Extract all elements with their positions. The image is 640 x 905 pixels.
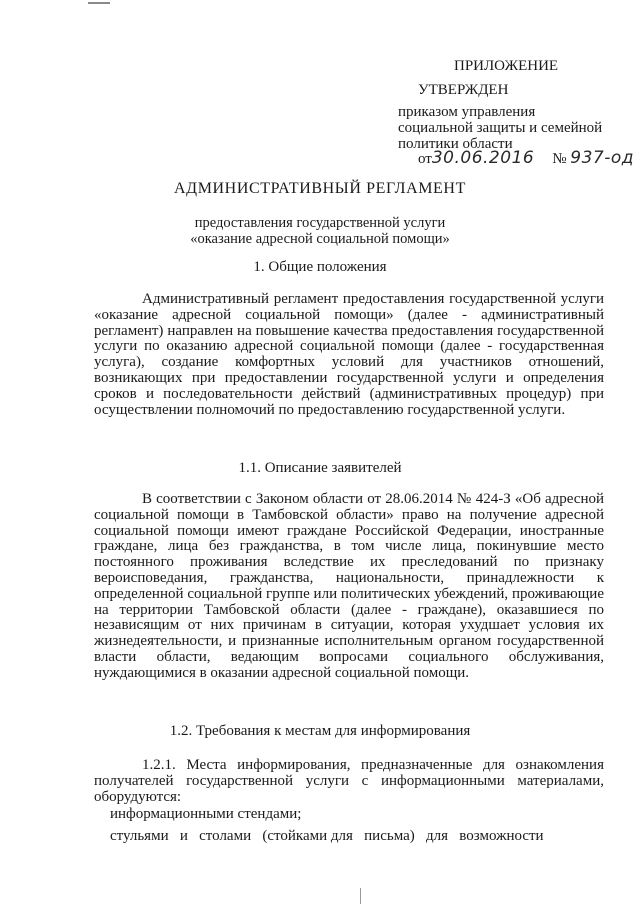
number-label: № [552, 151, 567, 167]
paragraph-text: 1.2.1. Места информирования, предназначенные для ознакомления получателей государственной услуги с информационными материалами, оборудуются: [94, 757, 604, 805]
section-heading-applicants: 1.1. Описание заявителей [238, 460, 402, 476]
paragraph-general [94, 292, 604, 418]
list-item: стульями и столами (стойками для письма) для возможности [110, 828, 544, 844]
order-issuer [398, 104, 630, 152]
order-line: социальной защиты и семейной [398, 120, 603, 136]
handwritten-date: 30.06.2016 [431, 148, 535, 168]
paragraph-info-places [94, 758, 604, 805]
paragraph-text: Административный регламент предоставления государственной услуги «оказание адресной социальной помощи» (далее - административный регламент) направлен на повышение качества предоставления государственной услуги по оказанию адресной социальной помощи (далее - государственная услуга), создание комфортных условий для участников отношений, возникающих при предоставлении государственной услуги и определения сроков и последовательности действий (административных процедур) при осуществлении полномочий по предоставлению государственной услуги. [94, 291, 604, 418]
order-line: политики области [398, 136, 513, 152]
document-subtitle [0, 215, 640, 247]
scan-artifact [88, 2, 110, 4]
list-item: информационными стендами; [110, 806, 302, 822]
section-heading-info-places: 1.2. Требования к местам для информирования [169, 723, 471, 739]
handwritten-number: 937-од [570, 148, 635, 168]
subtitle-line: «оказание адресной социальной помощи» [190, 231, 450, 247]
appendix-label: ПРИЛОЖЕНИЕ [454, 58, 559, 74]
subtitle-line: предоставления государственной услуги [194, 215, 446, 231]
approved-label: УТВЕРЖДЕН [418, 82, 509, 98]
date-prefix: от [418, 151, 432, 167]
section-heading-general: 1. Общие положения [253, 259, 387, 275]
paragraph-applicants [94, 492, 604, 682]
order-date-number [418, 150, 634, 167]
document-title: АДМИНИСТРАТИВНЫЙ РЕГЛАМЕНТ [174, 180, 466, 197]
order-line: приказом управления [398, 104, 536, 120]
paragraph-text: В соответствии с Законом области от 28.06.2014 № 424-З «Об адресной социальной помощи в Тамбовской области» право на получение адресной социальной помощи имеют граждане Российской Федерации, иностранные граждане, лица без гражданства, в том числе лица, покинувшие место постоянного проживания вследствие их преследований по признаку вероисповедания, гражданства, национальности, принадлежности к определенной социальной группе или политических убеждений, проживающие на территории Тамбовской области (далее - граждане), оказавшиеся по независящим от них причинам в ситуации, которая ухудшает условия их жизнедеятельности, и признанные исполнительным органом государственной власти области, ведающим вопросами социального обслуживания, нуждающимися в оказании адресной социальной помощи. [94, 491, 604, 681]
scan-artifact [360, 888, 361, 904]
